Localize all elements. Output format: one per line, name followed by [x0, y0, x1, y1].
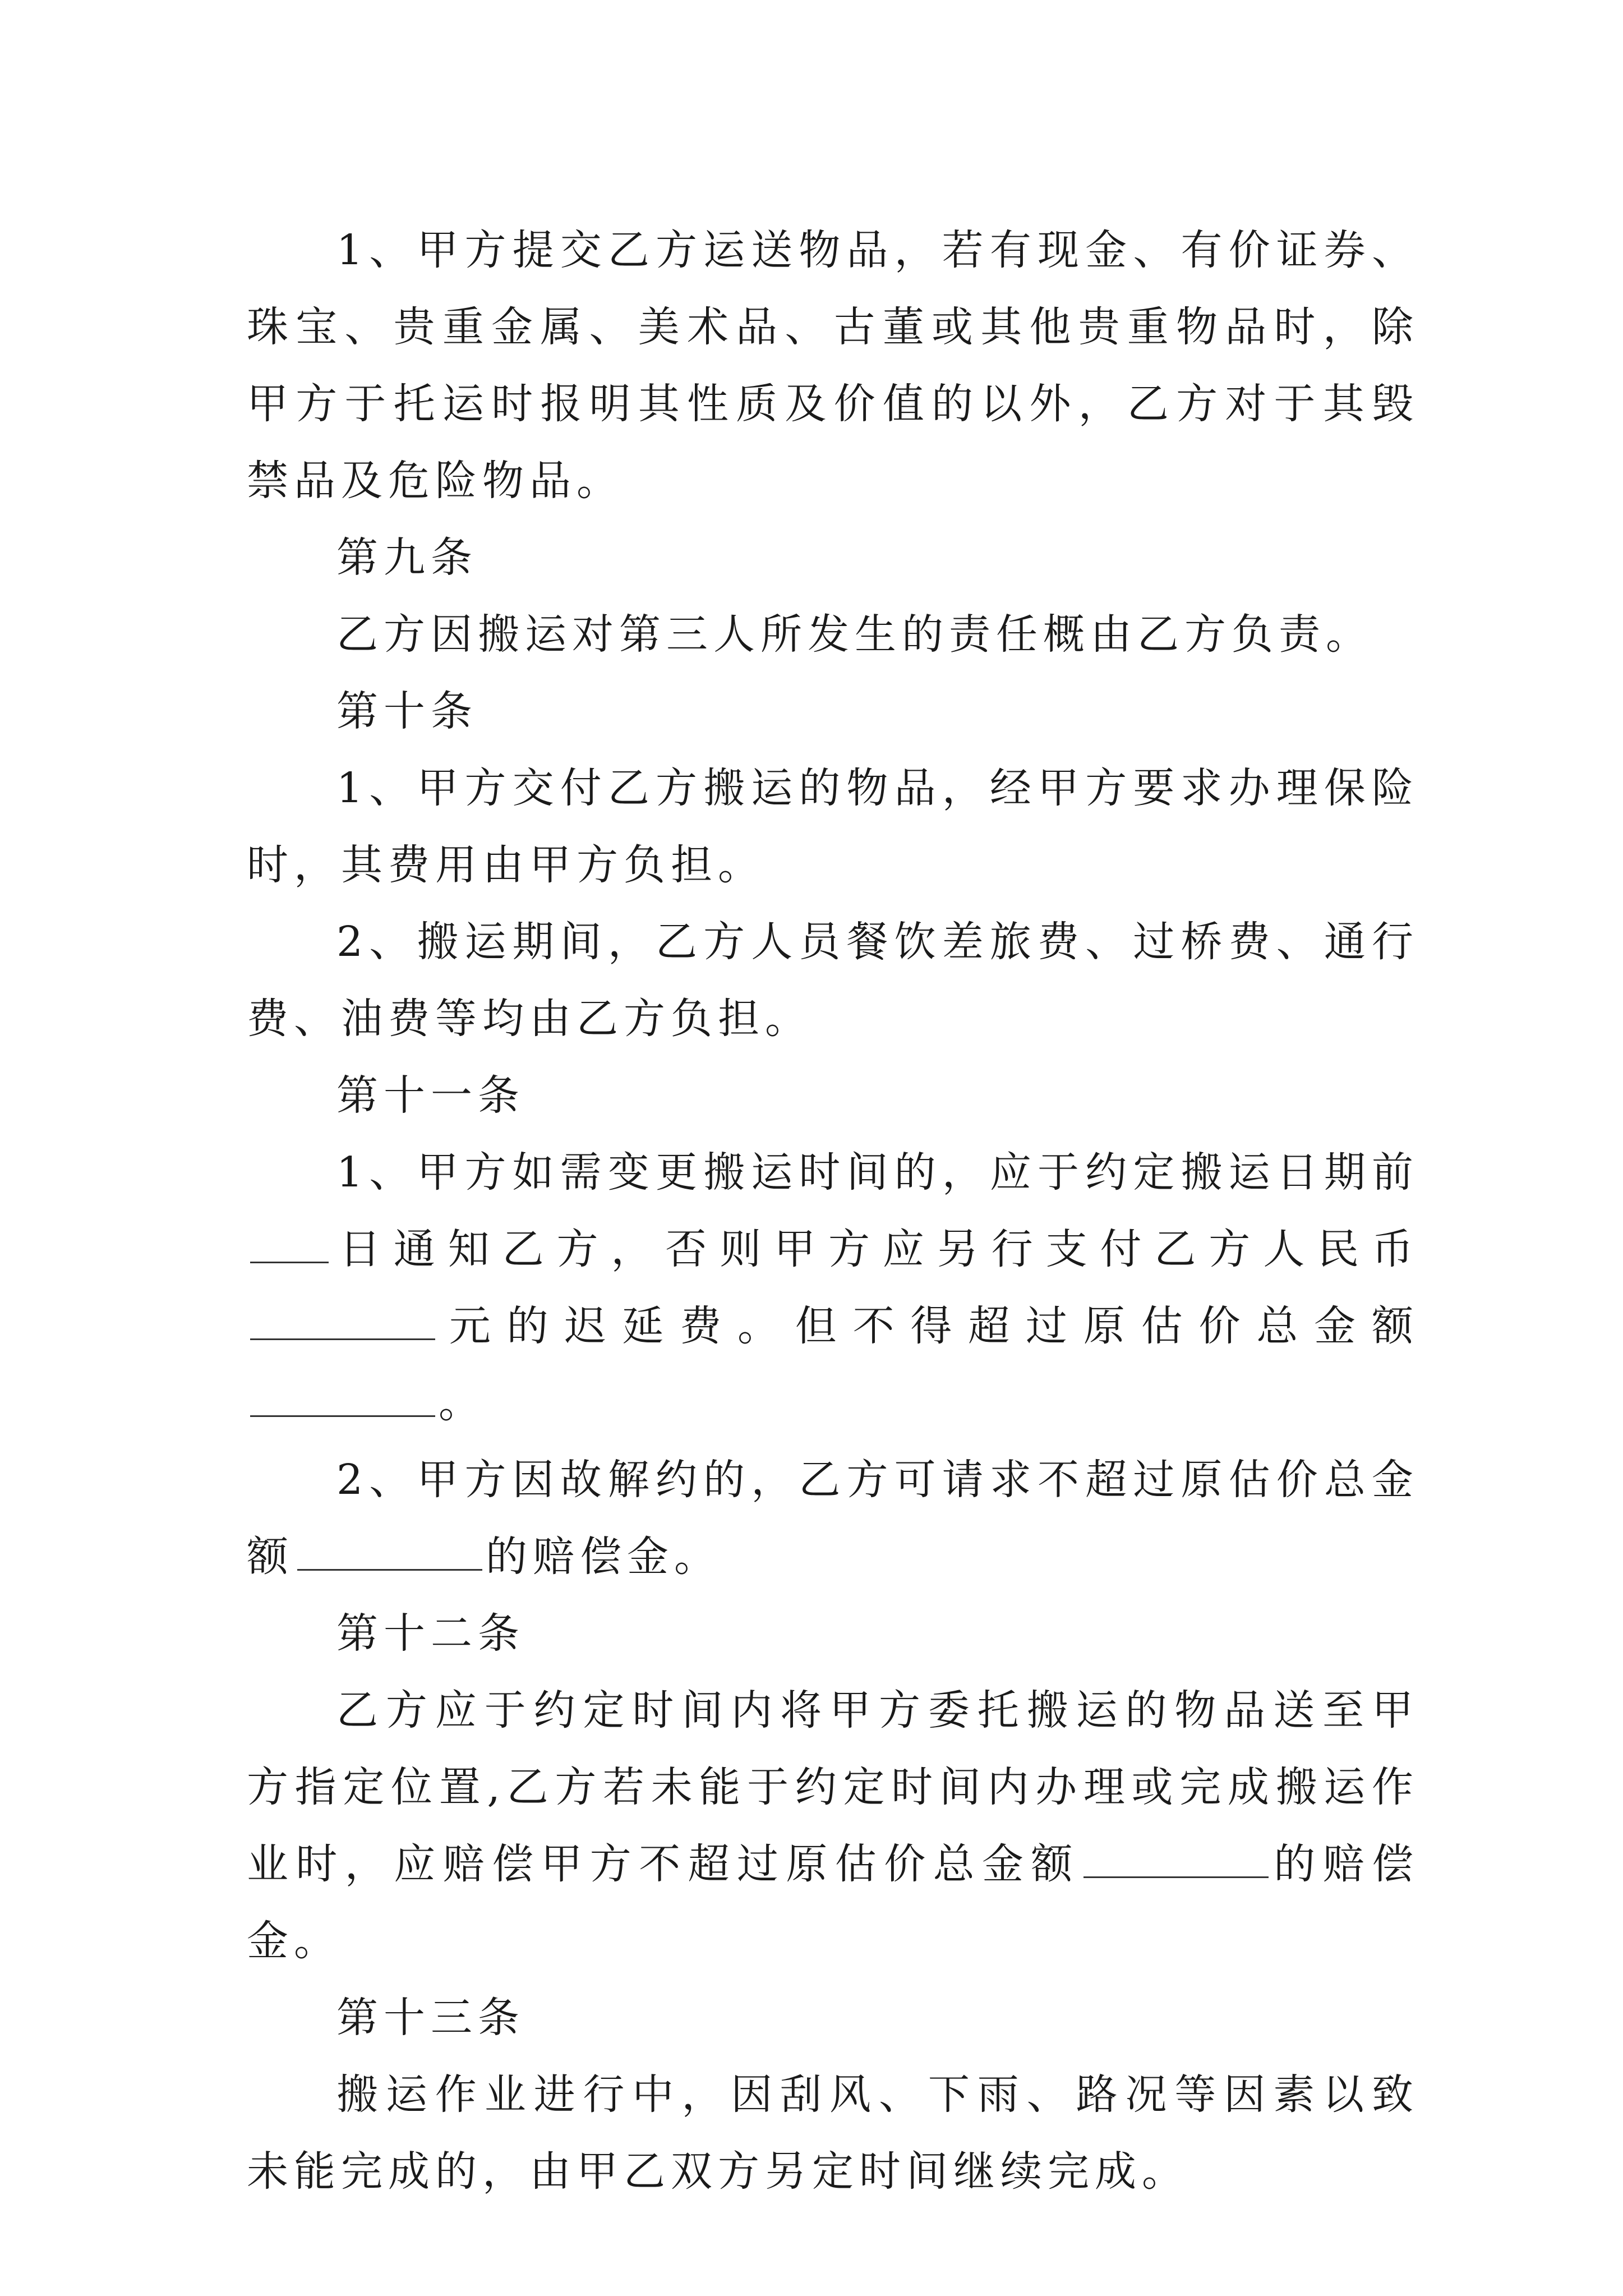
article-11-clause-2: [247, 1442, 1419, 1595]
compensation-blank: [297, 1527, 482, 1571]
article-11-clause-2-text-a: 2、甲方因故解约的，乙方可请求不超过原估价总金额: [247, 1456, 1419, 1581]
article-13-text: 搬运作业进行中，因刮风、下雨、路况等因素以致未能完成的，由甲乙双方另定时间继续完成。: [247, 2070, 1419, 2196]
article-11-clause-1-text-d: 。: [439, 1379, 486, 1427]
article-12-text-a: 乙方应于约定时间内将甲方委托搬运的物品送至甲方指定位置,乙方若未能于约定时间内办理或完成搬运作业时，应赔偿甲方不超过原估价总金额: [247, 1686, 1419, 1888]
article-12-text: [247, 1672, 1419, 1980]
article-10-clause-1: 1、甲方交付乙方搬运的物品，经甲方要求办理保险时，其费用由甲方负担。: [247, 764, 1419, 889]
article-13-heading: 第十三条: [336, 1994, 525, 2042]
total-amount-blank: [250, 1374, 435, 1417]
amount-blank: [250, 1297, 435, 1340]
article-12-compensation-blank: [1083, 1835, 1269, 1878]
article-11-clause-1: [247, 1134, 1419, 1442]
days-blank: [250, 1220, 329, 1263]
article-9-heading: 第九条: [336, 533, 478, 582]
article-10-clause-2: 2、搬运期间，乙方人员餐饮差旅费、过桥费、通行费、油费等均由乙方负担。: [247, 918, 1419, 1043]
article-8-clause-1: 1、甲方提交乙方运送物品，若有现金、有价证券、珠宝、贵重金属、美术品、古董或其他贵重物品时，除甲方于托运时报明其性质及价值的以外，乙方对于其毁禁品及危险物品。: [247, 226, 1419, 505]
document-body: [247, 212, 1419, 2210]
article-11-heading: 第十一条: [336, 1071, 525, 1120]
article-11-clause-1-text-b: 日通知乙方，否则甲方应另行支付乙方人民币: [332, 1225, 1419, 1273]
article-9-text: 乙方因搬运对第三人所发生的责任概由乙方负责。: [336, 610, 1373, 659]
article-12-text-b: 的赔偿金。: [247, 1840, 1419, 1965]
article-12-heading: 第十二条: [336, 1609, 525, 1658]
article-11-clause-2-text-b: 的赔偿金。: [486, 1533, 721, 1581]
article-11-clause-1-text-c: 元的迟延费。但不得超过原估价总金额: [439, 1302, 1419, 1350]
article-11-clause-1-text-a: 1、甲方如需变更搬运时间的，应于约定搬运日期前: [336, 1148, 1419, 1197]
article-10-heading: 第十条: [336, 687, 478, 735]
